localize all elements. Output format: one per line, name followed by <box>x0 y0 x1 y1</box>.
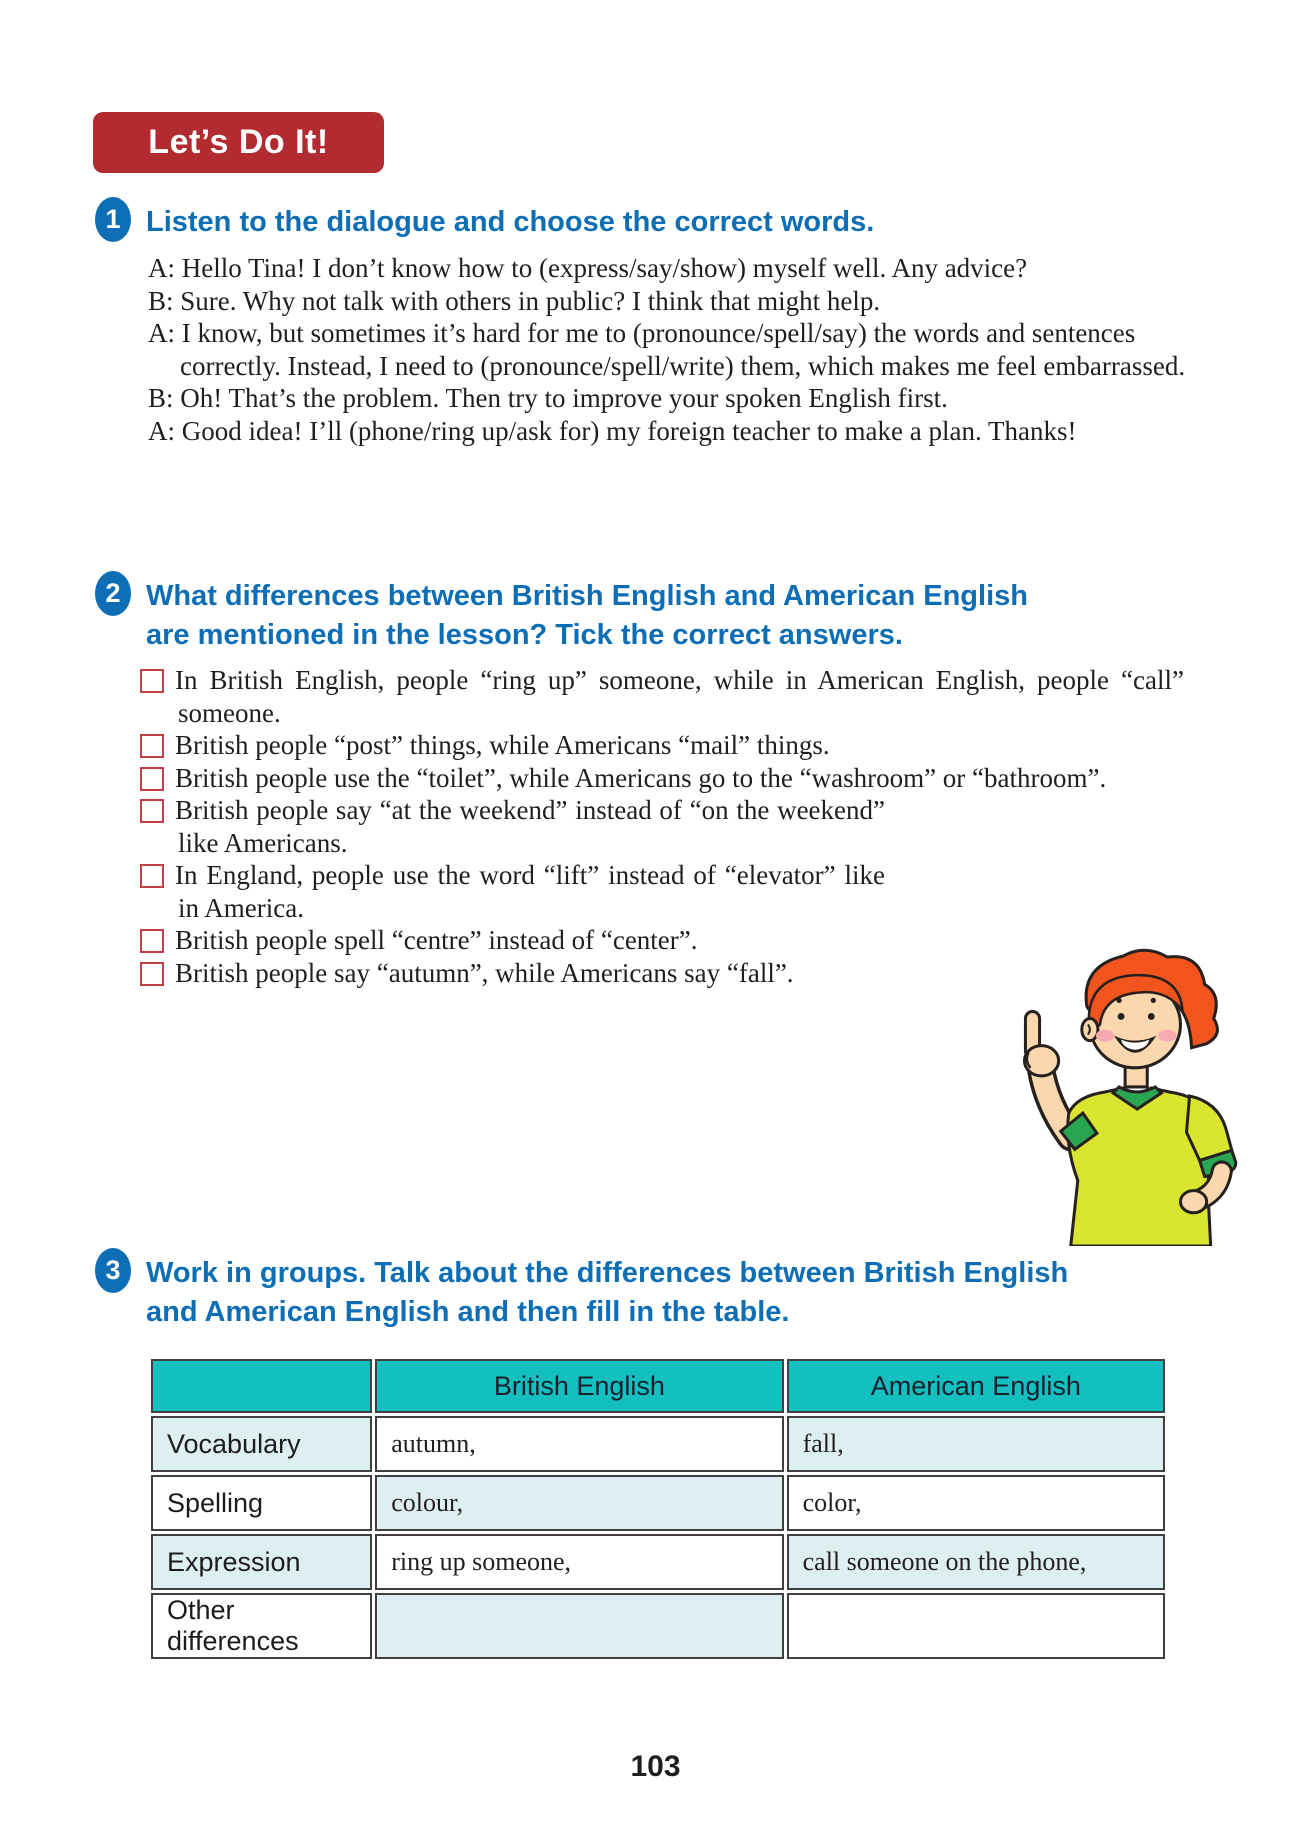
cell-expression-british[interactable]: ring up someone, <box>375 1534 783 1590</box>
dialogue-line <box>148 252 1188 285</box>
answer-checkbox[interactable] <box>140 734 164 758</box>
checklist-item <box>140 794 885 859</box>
table-row <box>151 1416 1165 1472</box>
section-2-badge: 2 <box>95 571 131 616</box>
dialogue-line <box>148 415 1188 448</box>
checklist-item-text: British people say “autumn”, while Americans say “fall”. <box>175 957 794 988</box>
checklist-item-text: British people spell “centre” instead of “center”. <box>175 925 698 955</box>
answer-checkbox[interactable] <box>140 767 164 791</box>
checklist-item <box>140 859 885 924</box>
dialogue-line <box>148 317 1188 382</box>
row-label-expression: Expression <box>151 1534 372 1590</box>
table-row <box>151 1475 1165 1531</box>
speaker-label: B: <box>148 383 174 413</box>
answer-checkbox[interactable] <box>140 864 164 888</box>
dialogue-text: Good idea! I’ll (phone/ring up/ask for) my foreign teacher to make a plan. Thanks! <box>181 415 1077 446</box>
dialogue-line <box>148 285 1188 318</box>
table-header-american-english: American English <box>787 1359 1165 1413</box>
cell-vocabulary-american[interactable]: fall, <box>787 1416 1165 1472</box>
section-3-title-line: Work in groups. Talk about the differences between British English <box>146 1257 1069 1289</box>
section-2-title <box>146 577 1136 655</box>
differences-table <box>148 1356 1168 1662</box>
row-label-other-differences: Other differences <box>151 1593 372 1659</box>
page-number: 103 <box>630 1750 681 1783</box>
section-1-title <box>146 203 1086 242</box>
dialogue-text: Sure. Why not talk with others in public? I think that might help. <box>180 285 881 316</box>
section-2-title-line: What differences between British English and American English <box>146 580 1028 612</box>
dialogue-text: Hello Tina! I don’t know how to (express/say/show) myself well. Any advice? <box>181 253 1028 283</box>
section-2-title-line: are mentioned in the lesson? Tick the correct answers. <box>146 619 903 651</box>
checklist-item-text: In British English, people “ring up” someone, while in American English, people “call” someone. <box>175 665 1184 728</box>
checklist-item-text: British people “post” things, while Americans “mail” things. <box>175 730 830 760</box>
table-row <box>151 1593 1165 1659</box>
checklist-item <box>140 729 1184 762</box>
dialogue-text: Oh! That’s the problem. Then try to improve your spoken English first. <box>180 383 948 413</box>
speaker-label: A: <box>148 318 175 348</box>
section-1-title-line: Listen to the dialogue and choose the correct words. <box>146 206 875 238</box>
table-header-blank <box>151 1359 372 1413</box>
answer-checkbox[interactable] <box>140 962 164 986</box>
cell-spelling-american[interactable]: color, <box>787 1475 1165 1531</box>
speaker-label: B: <box>148 285 174 316</box>
checklist-item-text: British people say “at the weekend” instead of “on the weekend” like Americans. <box>175 795 885 858</box>
checklist <box>140 664 1184 989</box>
table-header-british-english: British English <box>375 1359 783 1413</box>
checklist-item <box>140 762 1184 795</box>
answer-checkbox[interactable] <box>140 799 164 823</box>
section-3-badge: 3 <box>95 1248 131 1293</box>
section-3-title-line: and American English and then fill in the table. <box>146 1296 790 1328</box>
cell-expression-american[interactable]: call someone on the phone, <box>787 1534 1165 1590</box>
speaker-label: A: <box>148 253 175 283</box>
table-row <box>151 1534 1165 1590</box>
dialogue-text: I know, but sometimes it’s hard for me to (pronounce/spell/say) the words and sentences correctly. Instead, I need to (pronounce/spell/write) them, which makes me feel embarrassed. <box>180 318 1186 381</box>
answer-checkbox[interactable] <box>140 929 164 953</box>
cell-other-british[interactable] <box>375 1593 783 1659</box>
dialogue-block <box>148 252 1188 447</box>
dialogue-line <box>148 382 1188 415</box>
cell-other-american[interactable] <box>787 1593 1165 1659</box>
boy-pointing-illustration <box>980 944 1238 1246</box>
checklist-item-text: British people use the “toilet”, while Americans go to the “washroom” or “bathroom”. <box>175 762 1107 793</box>
row-label-spelling: Spelling <box>151 1475 372 1531</box>
row-label-vocabulary: Vocabulary <box>151 1416 372 1472</box>
cell-vocabulary-british[interactable]: autumn, <box>375 1416 783 1472</box>
answer-checkbox[interactable] <box>140 669 164 693</box>
section-1-badge: 1 <box>95 197 131 242</box>
checklist-item-text: In England, people use the word “lift” instead of “elevator” like in America. <box>175 860 885 923</box>
cell-spelling-british[interactable]: colour, <box>375 1475 783 1531</box>
lets-do-it-banner: Let’s Do It! <box>93 112 384 173</box>
speaker-label: A: <box>148 415 175 446</box>
section-3-title <box>146 1254 1186 1332</box>
checklist-item <box>140 664 1184 729</box>
